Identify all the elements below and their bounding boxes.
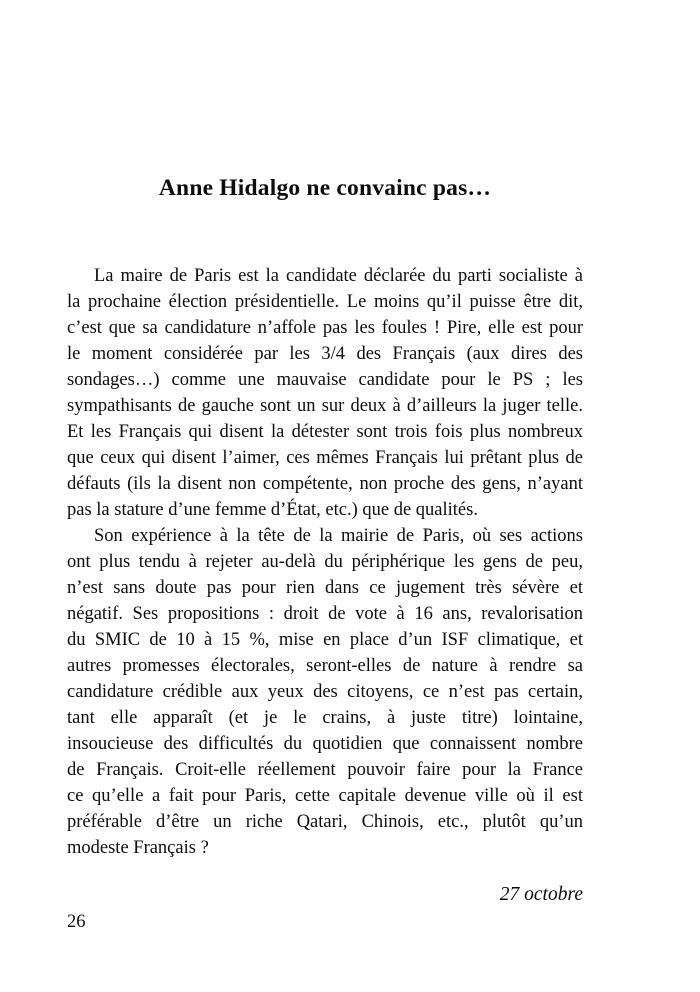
text-line: modeste Français ? [67,838,209,858]
text-line: du SMIC de 10 à 15 %, mise en place d’un ISF climatique, et [67,630,583,650]
page-number: 26 [67,912,86,932]
text-line: sympathisants de gauche sont un sur deux à d’ailleurs la juger telle. [67,396,583,416]
text-line: la prochaine élection présidentielle. Le moins qu’il puisse être dit, [67,292,583,312]
text-line: Son expérience à la tête de la mairie de Paris, où ses actions [94,526,583,546]
entry-date: 27 octobre [499,884,583,905]
paragraph [67,263,583,523]
text-line: le moment considérée par les 3/4 des Français (aux dires des [67,344,583,364]
text-line: sondages…) comme une mauvaise candidate pour le PS ; les [67,370,583,390]
text-line: négatif. Ses propositions : droit de vote à 16 ans, revalorisation [67,604,583,624]
text-line: insoucieuse des difficultés du quotidien que connaissent nombre [67,734,583,754]
text-line: que ceux qui disent l’aimer, ces mêmes Français lui prêtant plus de [67,448,583,468]
text-line: Et les Français qui disent la détester sont trois fois plus nombreux [67,422,583,442]
text-line: c’est que sa candidature n’affole pas les foules ! Pire, elle est pour [67,318,583,338]
text-line: ont plus tendu à rejeter au-delà du périphérique les gens de peu, [67,552,583,572]
text-line: n’est sans doute pas pour rien dans ce jugement très sévère et [67,578,583,598]
text-line: candidature crédible aux yeux des citoyens, ce n’est pas certain, [67,682,583,702]
text-line: défauts (ils la disent non compétente, non proche des gens, n’ayant [67,474,583,494]
chapter-title: Anne Hidalgo ne convainc pas… [158,175,492,201]
body-text [67,263,583,861]
text-line: ce qu’elle a fait pour Paris, cette capitale devenue ville où il est [67,786,583,806]
text-line: autres promesses électorales, seront-elles de nature à rendre sa [67,656,583,676]
text-line: préférable d’être un riche Qatari, Chinois, etc., plutôt qu’un [67,812,583,832]
text-line: tant elle apparaît (et je le crains, à juste titre) lointaine, [67,708,583,728]
text-line: de Français. Croit-elle réellement pouvoir faire pour la France [67,760,583,780]
text-line: La maire de Paris est la candidate déclarée du parti socialiste à [94,266,583,286]
text-line: pas la stature d’une femme d’État, etc.) que de qualités. [67,500,478,520]
paragraph [67,523,583,861]
